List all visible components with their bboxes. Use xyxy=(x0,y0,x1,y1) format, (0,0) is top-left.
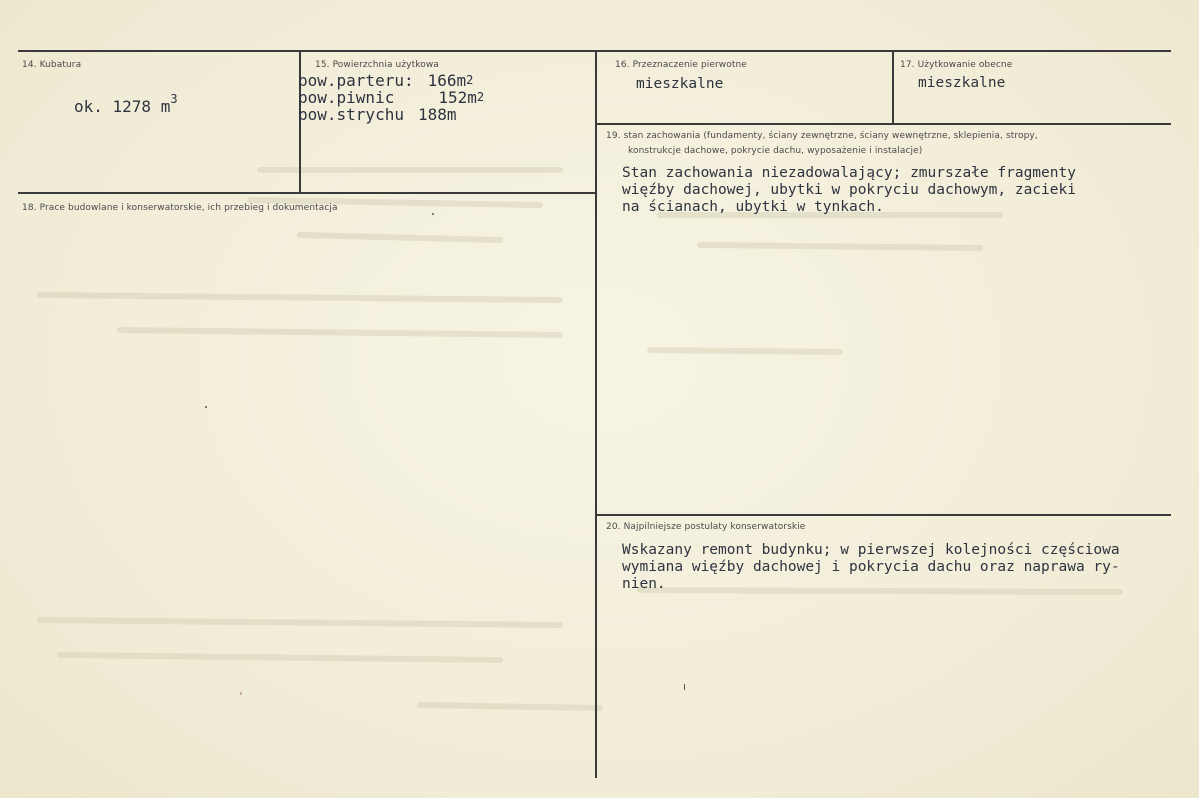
field-15-row-2-exponent: 2 xyxy=(476,90,485,104)
field-19-text-line-1: Stan zachowania niezadowalający; zmurszałe fragmenty xyxy=(622,165,1076,181)
field-15-row-3-value: 188m xyxy=(417,105,457,124)
paper-speck xyxy=(432,213,434,215)
field-16-label: 16. Przeznaczenie pierwotne xyxy=(615,60,747,70)
rule-right-lower xyxy=(596,514,1171,516)
field-18-label: 18. Prace budowlane i konserwatorskie, ich przebieg i dokumentacja xyxy=(22,203,338,213)
rule-left-middle xyxy=(18,192,596,194)
field-15-label: 15. Powierzchnia użytkowa xyxy=(315,60,439,70)
field-15-row-2-value: 152m xyxy=(438,88,477,107)
field-16-value: mieszkalne xyxy=(636,76,724,92)
field-15-row-2-name: pow.piwnic xyxy=(298,88,395,107)
field-15-row-1-value: 166m xyxy=(427,71,467,90)
field-19-label-line-2: konstrukcje dachowe, pokrycie dachu, wyposażenie i instalacje) xyxy=(628,146,923,156)
field-15-row-1-exponent: 2 xyxy=(466,73,474,87)
field-17-label: 17. Użytkowanie obecne xyxy=(900,60,1013,70)
field-14-label: 14. Kubatura xyxy=(22,60,82,70)
paper-speck xyxy=(240,692,242,695)
field-14-volume: ok. 1278 m xyxy=(74,97,171,116)
field-19-text-line-2: więźby dachowej, ubytki w pokryciu dachowym, zacieki xyxy=(622,182,1076,198)
field-17-value: mieszkalne xyxy=(918,75,1006,91)
field-15-row-3 xyxy=(298,106,457,123)
divider-16-17 xyxy=(892,50,894,123)
field-14-unit-exponent: 3 xyxy=(170,92,178,106)
field-15-row-3-name: pow.strychu xyxy=(298,105,404,124)
field-14-value xyxy=(74,92,178,117)
field-15-row-1-name: pow.parteru: xyxy=(298,71,414,90)
field-20-text-line-1: Wskazany remont budynku; w pierwszej kolejności częściowa xyxy=(622,542,1120,558)
rule-right-upper xyxy=(596,123,1171,125)
field-20-label: 20. Najpilniejsze postulaty konserwatorskie xyxy=(606,522,806,532)
field-20-text-line-2: wymiana więźby dachowej i pokrycia dachu oraz naprawa ry- xyxy=(622,559,1120,575)
field-19-text-line-3: na ścianach, ubytki w tynkach. xyxy=(622,199,884,215)
paper-speck xyxy=(684,684,685,690)
field-19-label-line-1: 19. stan zachowania (fundamenty, ściany zewnętrzne, ściany wewnętrzne, sklepienia, stropy, xyxy=(606,131,1038,141)
divider-main xyxy=(595,50,597,778)
paper-speck xyxy=(205,406,207,408)
field-20-text-line-3: nien. xyxy=(622,576,666,592)
